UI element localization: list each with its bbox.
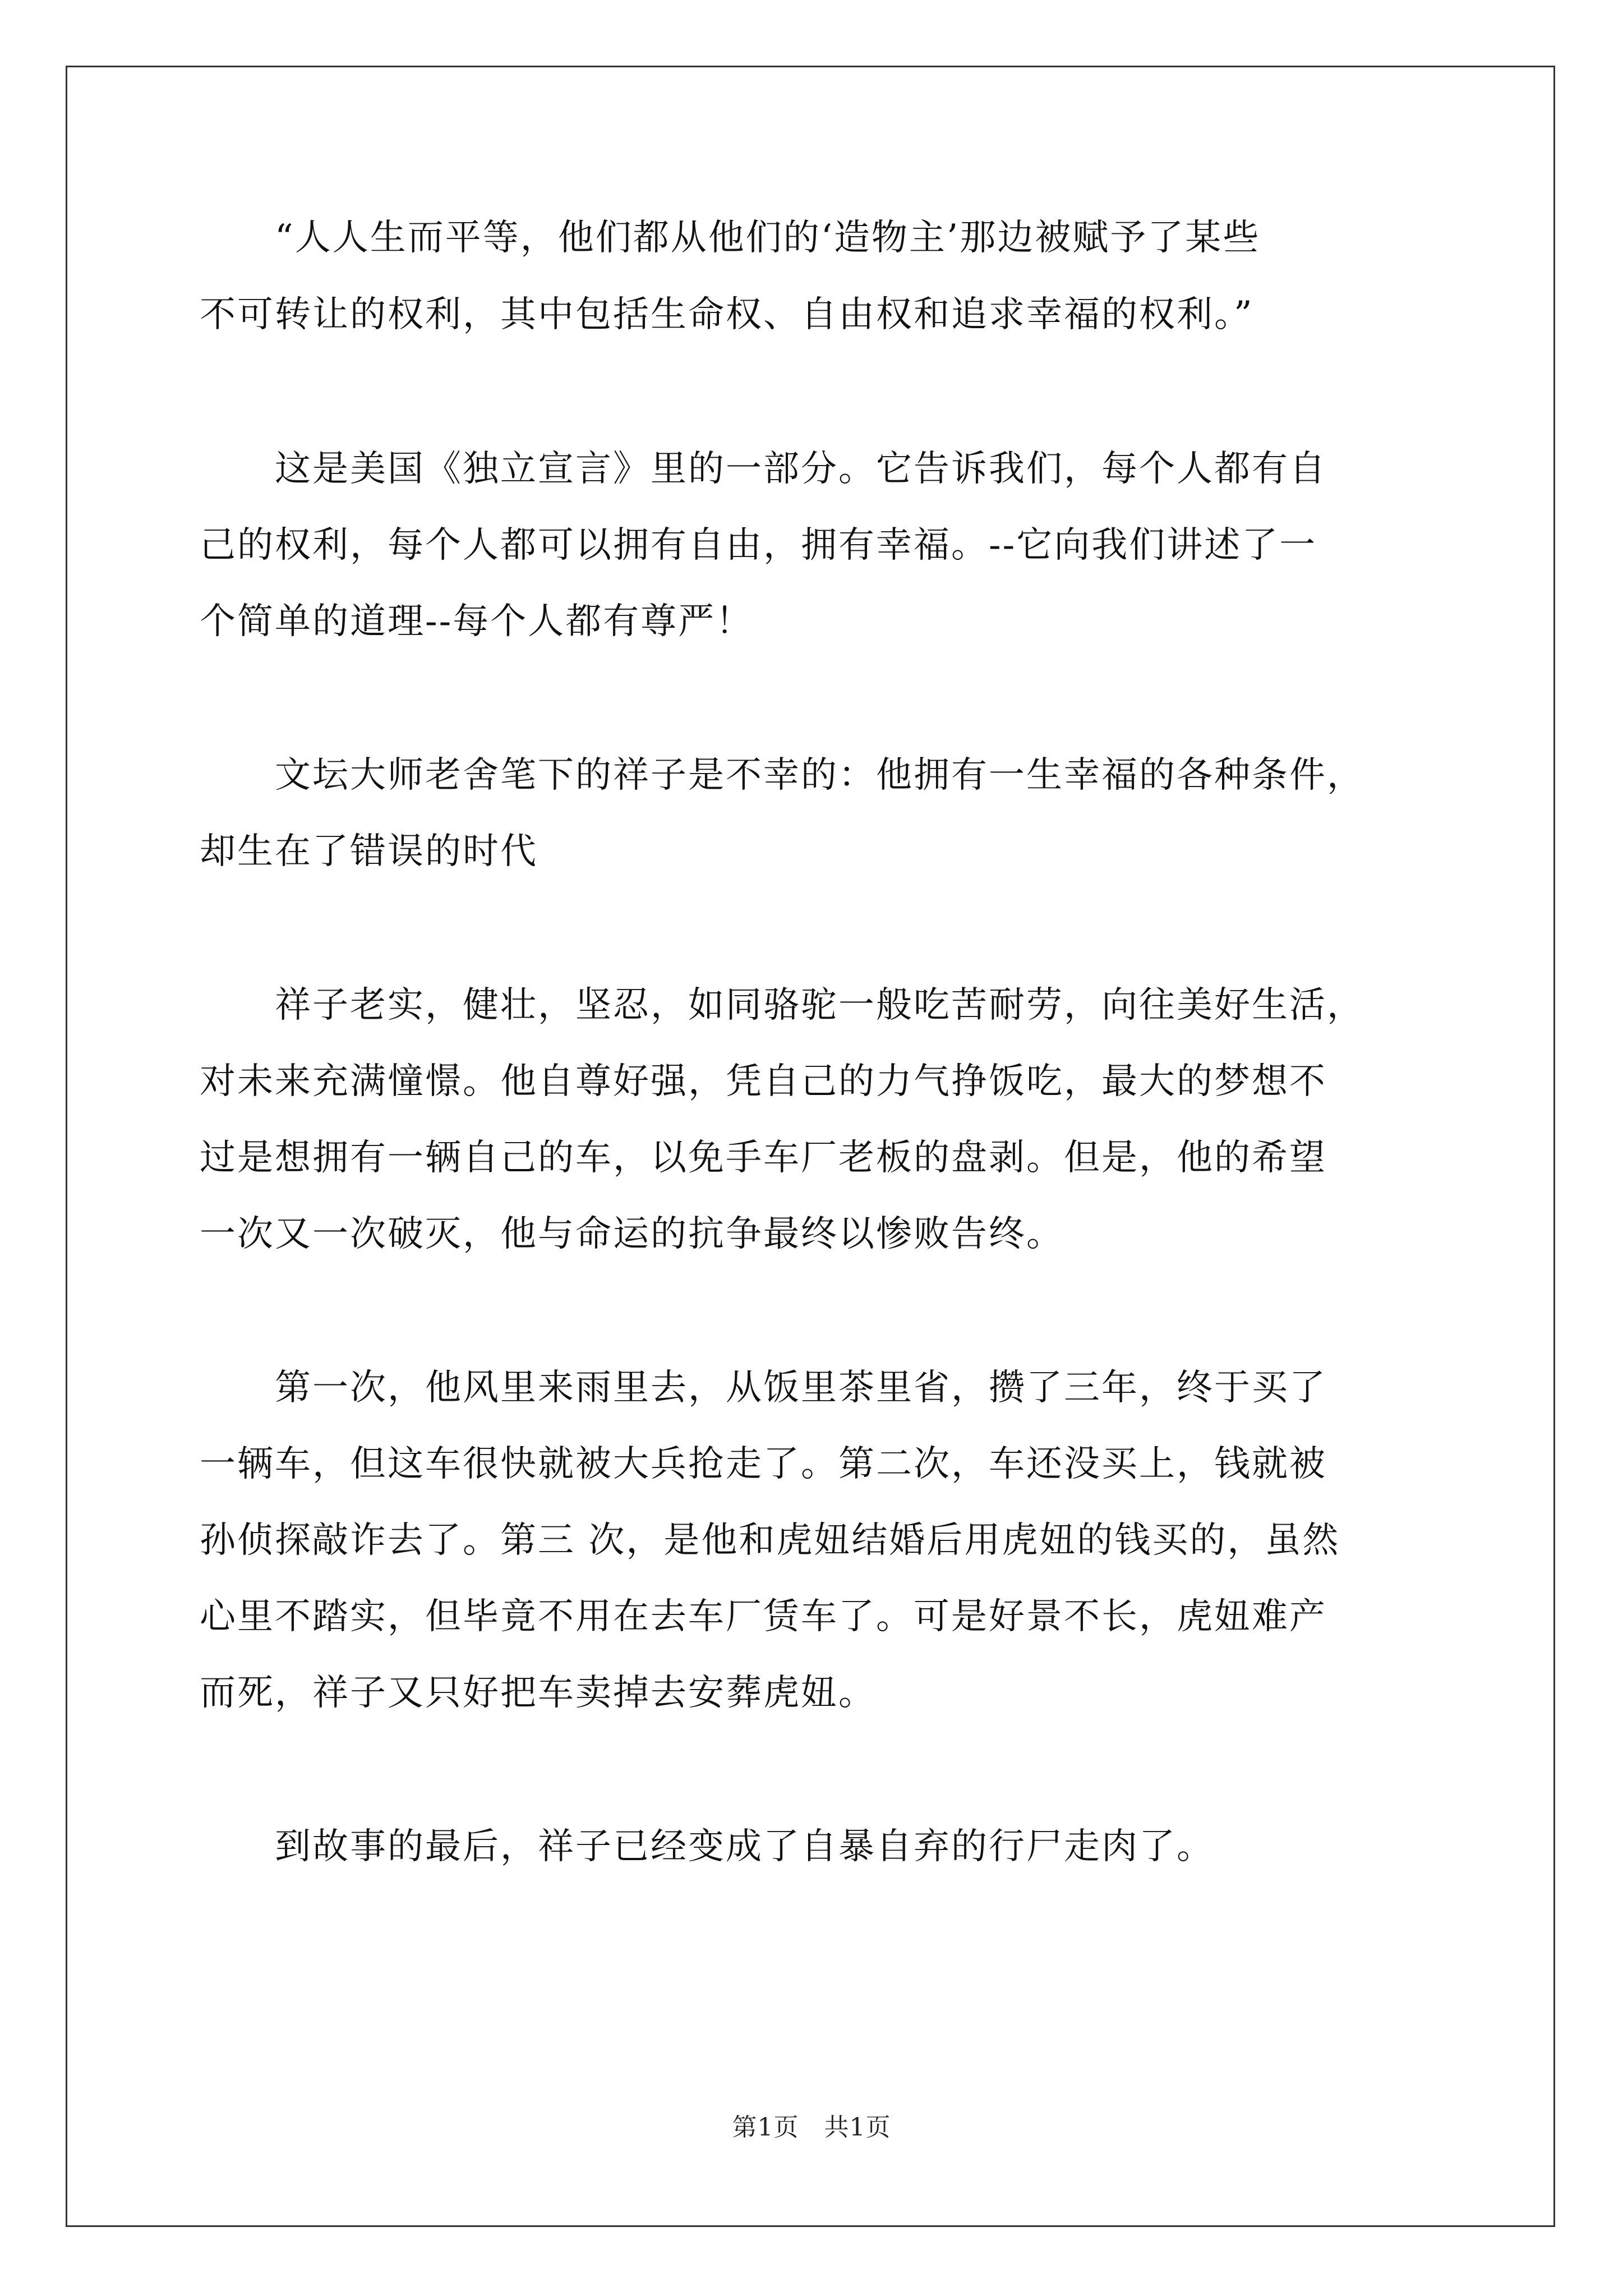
text-line: “人人生而平等，他们都从他们的‘造物主’那边被赋予了某些 (200, 217, 1261, 259)
text-line: 而死，祥子又只好把车卖掉去安葬虎妞。 (200, 1672, 876, 1714)
page-number: 第1页 共1页 (732, 2113, 891, 2142)
text-line: 却生在了错误的时代 (200, 831, 538, 872)
text-line: 到故事的最后，祥子已经变成了自暴自弃的行尸走肉了。 (200, 1826, 1214, 1867)
text-line: 一辆车，但这车很快就被大兵抢走了。第二次，车还没买上，钱就被 (200, 1443, 1327, 1485)
text-line: 心里不踏实，但毕竟不用在去车厂赁车了。可是好景不长，虎妞难产 (200, 1596, 1327, 1637)
page-footer (0, 2114, 1623, 2142)
text-line: 对未来充满憧憬。他自尊好强，凭自己的力气挣饭吃，最大的梦想不 (200, 1061, 1327, 1102)
text-line: 过是想拥有一辆自己的车，以免手车厂老板的盘剥。但是，他的希望 (200, 1137, 1327, 1179)
text-line: 个简单的道理--每个人都有尊严！ (200, 601, 754, 642)
text-line: 祥子老实，健壮，坚忍，如同骆驼一般吃苦耐劳，向往美好生活， (200, 984, 1364, 1026)
text-line: 孙侦探敲诈去了。第三 次，是他和虎妞结婚后用虎妞的钱买的，虽然 (200, 1520, 1340, 1561)
text-line: 这是美国《独立宣言》里的一部分。它告诉我们，每个人都有自 (200, 448, 1327, 490)
text-line: 一次又一次破灭，他与命运的抗争最终以惨败告终。 (200, 1213, 1064, 1255)
text-line: 文坛大师老舍笔下的祥子是不幸的：他拥有一生幸福的各种条件， (200, 754, 1364, 796)
text-line: 己的权利，每个人都可以拥有自由，拥有幸福。--它向我们讲述了一 (200, 524, 1317, 566)
text-line: 第一次，他风里来雨里去，从饭里茶里省，攒了三年，终于买了 (200, 1367, 1327, 1409)
text-line: 不可转让的权利，其中包括生命权、自由权和追求幸福的权利。” (200, 294, 1254, 335)
